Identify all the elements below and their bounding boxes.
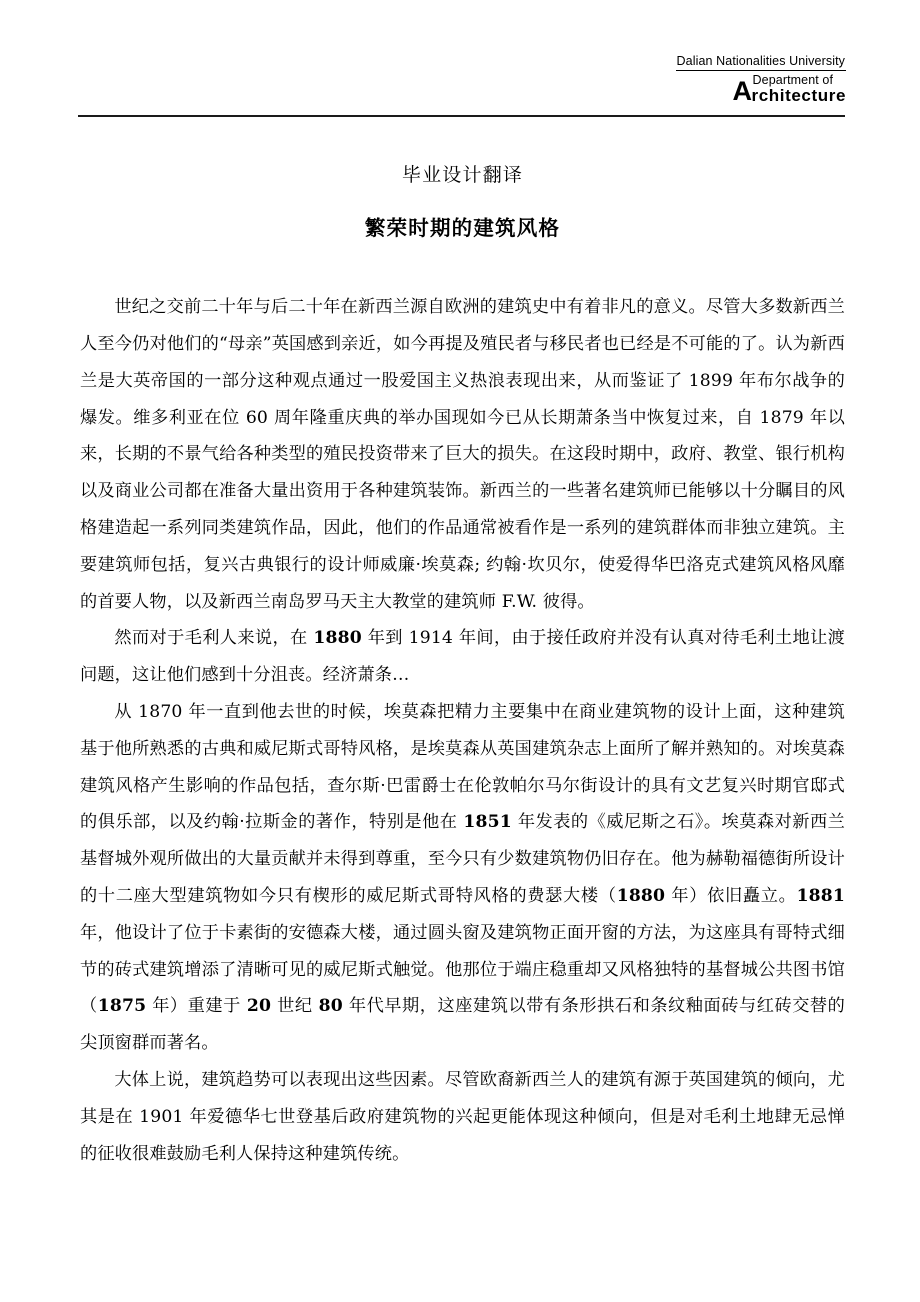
emphasized-number: 1875: [97, 996, 147, 1017]
paragraph: 然而对于毛利人来说，在 1880 年到 1914 年间，由于接任政府并没有认真对待毛利土地让渡问题，这让他们感到十分沮丧。经济萧条…: [80, 628, 845, 686]
document-body: [80, 152, 845, 1172]
paragraph-list: [80, 289, 845, 1172]
paragraph: 从 1870 年一直到他去世的时候，埃莫森把精力主要集中在商业建筑物的设计上面，这种建筑基于他所熟悉的古典和威尼斯式哥特风格，是埃莫森从英国建筑杂志上面所了解并熟知的。对埃莫森建筑风格产生影响的作品包括，查尔斯·巴雷爵士在伦敦帕尔马尔街设计的具有文艺复兴时期官邸式的俱乐部，以及约翰·拉斯金的著作，特别是他在 1851 年发表的《威尼斯之石》。埃莫森对新西兰基督城外观所做出的大量贡献并未得到尊重，至今只有少数建筑物仍旧存在。他为赫勒福德街所设计的十二座大型建筑物如今只有楔形的威尼斯式哥特风格的费瑟大楼（1880 年）依旧矗立。1881 年，他设计了位于卡素街的安德森大楼，通过圆头窗及建筑物正面开窗的方法，为这座具有哥特式细节的砖式建筑增添了清晰可见的威尼斯式触觉。他那位于端庄稳重却又风格独特的基督城公共图书馆（1875 年）重建于 20 世纪 80 年代早期，这座建筑以带有条形拱石和条纹釉面砖与红砖交替的尖顶窗群而著名。: [80, 701, 846, 1054]
document-title: 繁荣时期的建筑风格: [364, 216, 561, 241]
department-logo: [676, 72, 846, 107]
department-name-label: rchitecture: [751, 85, 846, 105]
emphasized-number: 80: [318, 996, 343, 1017]
emphasized-number: 1880: [313, 628, 362, 649]
paragraph: 世纪之交前二十年与后二十年在新西兰源自欧洲的建筑史中有着非凡的意义。尽管大多数新西兰人至今仍对他们的“母亲”英国感到亲近，如今再提及殖民者与移民者也已经是不可能的了。认为新西兰是大英帝国的一部分这种观点通过一股爱国主义热浪表现出来，从而鉴证了 1899 年布尔战争的爆发。维多利亚在位 60 周年隆重庆典的举办国现如今已从长期萧条当中恢复过来，自 1879 年以来，长期的不景气给各种类型的殖民投资带来了巨大的损失。在这段时期中，政府、教堂、银行机构以及商业公司都在准备大量出资用于各种建筑装饰。新西兰的一些著名建筑师已能够以十分瞩目的风格建造起一系列同类建筑作品，因此，他们的作品通常被看作是一系列的建筑群体而非独立建筑。主要建筑师包括，复兴古典银行的设计师威廉·埃莫森; 约翰·坎贝尔，使爱得华巴洛克式建筑风格风靡的首要人物，以及新西兰南岛罗马天主大教堂的建筑师 F.W. 彼得。: [80, 297, 845, 612]
header-divider: [78, 115, 845, 117]
letterhead-logo: [676, 52, 846, 107]
document-subtitle: 毕业设计翻译: [401, 164, 524, 186]
emphasized-number: 1880: [616, 885, 666, 906]
emphasized-number: 20: [246, 996, 272, 1017]
department-initial-letter: A: [732, 76, 752, 107]
paragraph: 大体上说，建筑趋势可以表现出这些因素。尽管欧裔新西兰人的建筑有源于英国建筑的倾向，尤其是在 1901 年爱德华七世登基后政府建筑物的兴起更能体现这种倾向，但是对毛利土地肆无忌惮的征收很难鼓励毛利人保持这种建筑传统。: [80, 1069, 845, 1164]
emphasized-number: 1851: [463, 812, 512, 833]
emphasized-number: 1881: [796, 885, 845, 906]
department-text-stack: [752, 74, 846, 104]
department-prefix-label: Department of: [752, 72, 834, 87]
university-name: Dalian Nationalities University: [676, 55, 846, 71]
